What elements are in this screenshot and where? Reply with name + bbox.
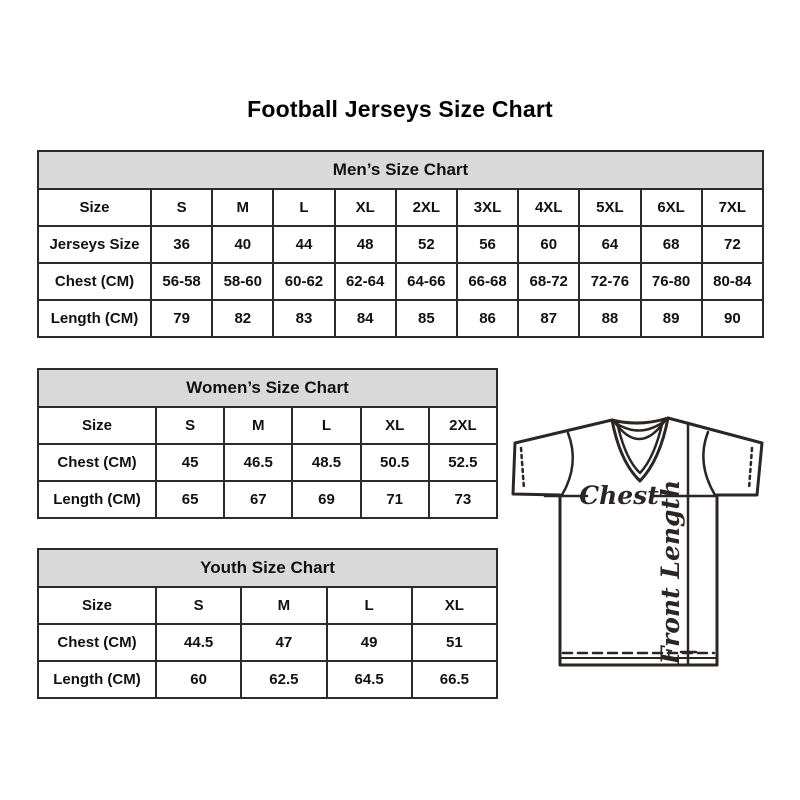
womens-cell-2-5: 73 <box>429 481 497 518</box>
mens-cell-1-5: 52 <box>396 226 457 263</box>
womens-cell-1-5: 52.5 <box>429 444 497 481</box>
womens-cell-0-2: M <box>224 407 292 444</box>
mens-cell-1-2: 40 <box>212 226 273 263</box>
womens-cell-0-0: Size <box>38 407 156 444</box>
womens-row-0 <box>38 407 497 444</box>
mens-cell-2-0: Chest (CM) <box>38 263 151 300</box>
mens-cell-1-10: 72 <box>702 226 763 263</box>
mens-cell-1-8: 64 <box>579 226 640 263</box>
mens-cell-0-7: 4XL <box>518 189 579 226</box>
youth-cell-1-1: 44.5 <box>156 624 241 661</box>
youth-row-1 <box>38 624 497 661</box>
mens-title-row <box>38 151 763 189</box>
mens-cell-3-3: 83 <box>273 300 334 337</box>
youth-cell-0-0: Size <box>38 587 156 624</box>
mens-cell-2-5: 64-66 <box>396 263 457 300</box>
womens-cell-1-3: 48.5 <box>292 444 360 481</box>
womens-row-1 <box>38 444 497 481</box>
youth-cell-0-4: XL <box>412 587 497 624</box>
youth-row-0 <box>38 587 497 624</box>
womens-size-table <box>37 368 498 519</box>
mens-cell-2-7: 68-72 <box>518 263 579 300</box>
womens-cell-2-2: 67 <box>224 481 292 518</box>
mens-table-title: Men’s Size Chart <box>38 151 763 189</box>
womens-cell-1-2: 46.5 <box>224 444 292 481</box>
womens-cell-0-1: S <box>156 407 224 444</box>
youth-cell-1-3: 49 <box>327 624 412 661</box>
youth-cell-1-2: 47 <box>241 624 326 661</box>
youth-row-2 <box>38 661 497 698</box>
youth-title-row <box>38 549 497 587</box>
womens-cell-0-3: L <box>292 407 360 444</box>
youth-cell-0-2: M <box>241 587 326 624</box>
mens-cell-2-8: 72-76 <box>579 263 640 300</box>
mens-cell-1-4: 48 <box>335 226 396 263</box>
youth-cell-2-1: 60 <box>156 661 241 698</box>
mens-cell-0-10: 7XL <box>702 189 763 226</box>
youth-size-table <box>37 548 498 699</box>
mens-size-table <box>37 150 764 338</box>
mens-cell-3-8: 88 <box>579 300 640 337</box>
womens-cell-0-5: 2XL <box>429 407 497 444</box>
mens-cell-3-0: Length (CM) <box>38 300 151 337</box>
mens-cell-2-2: 58-60 <box>212 263 273 300</box>
mens-cell-2-9: 76-80 <box>641 263 702 300</box>
mens-cell-3-9: 89 <box>641 300 702 337</box>
womens-table-title: Women’s Size Chart <box>38 369 497 407</box>
womens-row-2 <box>38 481 497 518</box>
mens-cell-1-6: 56 <box>457 226 518 263</box>
mens-cell-1-1: 36 <box>151 226 212 263</box>
mens-row-0 <box>38 189 763 226</box>
chest-label: Chest <box>579 481 659 510</box>
mens-cell-3-4: 84 <box>335 300 396 337</box>
jersey-outline <box>513 418 762 665</box>
mens-cell-3-7: 87 <box>518 300 579 337</box>
youth-cell-2-3: 64.5 <box>327 661 412 698</box>
mens-cell-1-7: 60 <box>518 226 579 263</box>
mens-row-3 <box>38 300 763 337</box>
womens-cell-1-1: 45 <box>156 444 224 481</box>
womens-cell-2-4: 71 <box>361 481 429 518</box>
jersey-measurement-diagram <box>500 400 790 685</box>
mens-cell-1-0: Jerseys Size <box>38 226 151 263</box>
mens-cell-3-1: 79 <box>151 300 212 337</box>
mens-cell-0-5: 2XL <box>396 189 457 226</box>
mens-cell-1-3: 44 <box>273 226 334 263</box>
mens-cell-3-2: 82 <box>212 300 273 337</box>
youth-cell-1-0: Chest (CM) <box>38 624 156 661</box>
womens-cell-2-0: Length (CM) <box>38 481 156 518</box>
mens-cell-2-4: 62-64 <box>335 263 396 300</box>
youth-table-title: Youth Size Chart <box>38 549 497 587</box>
womens-title-row <box>38 369 497 407</box>
mens-row-1 <box>38 226 763 263</box>
womens-cell-0-4: XL <box>361 407 429 444</box>
youth-cell-2-4: 66.5 <box>412 661 497 698</box>
mens-cell-3-6: 86 <box>457 300 518 337</box>
youth-cell-2-2: 62.5 <box>241 661 326 698</box>
mens-cell-0-6: 3XL <box>457 189 518 226</box>
mens-cell-3-5: 85 <box>396 300 457 337</box>
page-title: Football Jerseys Size Chart <box>247 96 553 122</box>
mens-row-2 <box>38 263 763 300</box>
youth-cell-0-3: L <box>327 587 412 624</box>
mens-cell-0-9: 6XL <box>641 189 702 226</box>
mens-cell-0-2: M <box>212 189 273 226</box>
mens-cell-0-3: L <box>273 189 334 226</box>
womens-cell-2-3: 69 <box>292 481 360 518</box>
front-length-label: Front Length <box>656 479 685 665</box>
womens-cell-1-4: 50.5 <box>361 444 429 481</box>
mens-cell-2-1: 56-58 <box>151 263 212 300</box>
youth-cell-0-1: S <box>156 587 241 624</box>
mens-cell-0-1: S <box>151 189 212 226</box>
womens-cell-2-1: 65 <box>156 481 224 518</box>
mens-cell-3-10: 90 <box>702 300 763 337</box>
mens-cell-2-10: 80-84 <box>702 263 763 300</box>
youth-cell-1-4: 51 <box>412 624 497 661</box>
mens-cell-0-4: XL <box>335 189 396 226</box>
youth-cell-2-0: Length (CM) <box>38 661 156 698</box>
mens-cell-0-8: 5XL <box>579 189 640 226</box>
mens-cell-1-9: 68 <box>641 226 702 263</box>
mens-cell-2-6: 66-68 <box>457 263 518 300</box>
womens-cell-1-0: Chest (CM) <box>38 444 156 481</box>
mens-cell-0-0: Size <box>38 189 151 226</box>
mens-cell-2-3: 60-62 <box>273 263 334 300</box>
